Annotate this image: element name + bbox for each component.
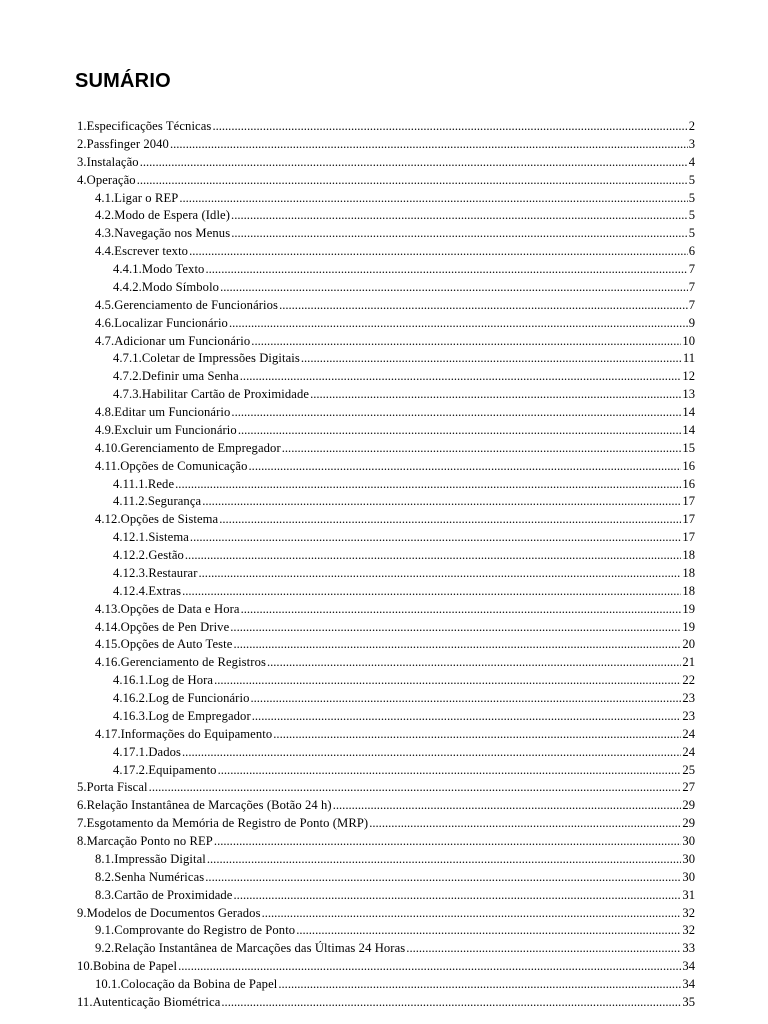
- toc-entry[interactable]: [77, 887, 695, 905]
- toc-entry[interactable]: [77, 797, 695, 815]
- toc-entry[interactable]: [77, 136, 695, 154]
- toc-entry-label: 4.11.Opções de Comunicação: [95, 458, 248, 473]
- toc-entry-label: 4.1.Ligar o REP: [95, 190, 179, 205]
- toc-entry-page-number: 35: [682, 994, 695, 1009]
- toc-entry-label: 4.7.2.Definir uma Senha: [113, 369, 239, 384]
- toc-entry-page-number: 18: [682, 583, 695, 598]
- toc-entry-page-number: 3: [688, 136, 695, 151]
- toc-dot-leader: [406, 940, 681, 958]
- toc-entry-page-number: 15: [682, 440, 695, 455]
- toc-entry[interactable]: [77, 815, 695, 833]
- toc-dot-leader: [205, 869, 681, 887]
- toc-entry[interactable]: [77, 422, 695, 440]
- toc-entry-page-number: 5: [688, 226, 695, 241]
- toc-dot-leader: [296, 922, 681, 940]
- toc-dot-leader: [273, 726, 681, 744]
- toc-entry-label: 4.5.Gerenciamento de Funcionários: [95, 297, 279, 312]
- toc-entry[interactable]: [77, 333, 695, 351]
- toc-entry-label: 10.1.Colocação da Bobina de Papel: [95, 977, 278, 991]
- toc-entry-label: 4.16.3.Log de Empregador: [113, 708, 251, 723]
- toc-entry-label: 4.8.Editar um Funcionário: [95, 405, 231, 419]
- toc-dot-leader: [250, 690, 681, 708]
- toc-entry-page-number: 5: [688, 172, 695, 187]
- toc-entry-label: 4.3.Navegação nos Menus: [95, 226, 231, 241]
- toc-entry[interactable]: [77, 922, 695, 940]
- toc-dot-leader: [182, 583, 681, 601]
- toc-entry[interactable]: [77, 511, 695, 529]
- toc-entry[interactable]: [77, 493, 695, 511]
- toc-dot-leader: [175, 476, 681, 494]
- toc-entry-page-number: 32: [682, 905, 695, 920]
- toc-entry[interactable]: [77, 154, 695, 172]
- toc-entry[interactable]: [77, 440, 695, 458]
- toc-entry-label: 4.17.Informações do Equipamento: [95, 726, 273, 741]
- toc-entry-page-number: 4: [688, 154, 695, 169]
- toc-dot-leader: [231, 207, 688, 225]
- toc-entry-label: 4.12.3.Restaurar: [113, 565, 198, 580]
- toc-dot-leader: [262, 905, 682, 923]
- toc-entry-page-number: 23: [682, 691, 695, 705]
- toc-dot-leader: [310, 386, 681, 404]
- toc-dot-leader: [219, 511, 681, 529]
- toc-entry-label: 9.1.Comprovante do Registro de Ponto: [95, 923, 296, 938]
- toc-dot-leader: [238, 422, 682, 440]
- toc-dot-leader: [202, 493, 681, 511]
- toc-entry-label: 4.15.Opções de Auto Teste: [95, 637, 233, 652]
- toc-entry[interactable]: [77, 172, 695, 190]
- toc-entry[interactable]: [77, 636, 695, 654]
- toc-dot-leader: [214, 672, 681, 690]
- toc-dot-leader: [182, 744, 681, 762]
- toc-entry[interactable]: [77, 654, 695, 672]
- toc-entry-label: 4.12.Opções de Sistema: [95, 512, 219, 527]
- toc-entry[interactable]: [77, 940, 695, 958]
- toc-dot-leader: [369, 815, 681, 833]
- toc-dot-leader: [207, 851, 682, 869]
- toc-entry-label: 7.Esgotamento da Memória de Registro de Ponto (MRP): [77, 816, 369, 831]
- table-of-contents: [77, 118, 695, 1012]
- toc-entry-label: 4.7.Adicionar um Funcionário: [95, 333, 251, 348]
- toc-entry-label: 4.10.Gerenciamento de Empregador: [95, 440, 281, 455]
- toc-dot-leader: [249, 458, 682, 476]
- toc-dot-leader: [214, 833, 681, 851]
- toc-entry[interactable]: [77, 529, 695, 547]
- toc-entry-page-number: 19: [682, 619, 695, 634]
- toc-entry-page-number: 6: [688, 244, 695, 259]
- toc-entry[interactable]: [77, 976, 695, 994]
- toc-dot-leader: [234, 887, 682, 905]
- toc-entry-label: 4.12.4.Extras: [113, 583, 182, 598]
- toc-entry[interactable]: [77, 190, 695, 208]
- toc-entry-page-number: 30: [682, 834, 695, 848]
- toc-entry-label: 8.2.Senha Numéricas: [95, 869, 205, 884]
- toc-entry[interactable]: [77, 547, 695, 565]
- toc-entry-label: 8.3.Cartão de Proximidade: [95, 887, 233, 902]
- toc-entry[interactable]: [77, 869, 695, 887]
- toc-entry[interactable]: [77, 261, 695, 279]
- toc-dot-leader: [221, 994, 681, 1012]
- toc-entry[interactable]: [77, 565, 695, 583]
- toc-dot-leader: [279, 297, 688, 315]
- toc-entry-page-number: 7: [688, 279, 695, 294]
- toc-entry-label: 4.12.1.Sistema: [113, 530, 189, 545]
- toc-entry-page-number: 17: [682, 494, 695, 509]
- toc-entry-page-number: 19: [682, 601, 695, 616]
- toc-entry-page-number: 10: [682, 333, 695, 348]
- toc-dot-leader: [333, 797, 682, 815]
- toc-entry-label: 6.Relação Instantânea de Marcações (Botão 24 h): [77, 798, 332, 813]
- toc-entry-label: 4.16.1.Log de Hora: [113, 673, 214, 688]
- toc-entry-page-number: 16: [682, 476, 695, 491]
- toc-entry-page-number: 7: [688, 262, 695, 276]
- toc-entry-page-number: 13: [682, 387, 695, 402]
- toc-entry-page-number: 23: [682, 708, 695, 723]
- toc-entry[interactable]: [77, 476, 695, 494]
- toc-entry-label: 11.Autenticação Biométrica: [77, 994, 221, 1009]
- toc-dot-leader: [149, 779, 682, 797]
- toc-entry-page-number: 34: [682, 959, 695, 974]
- toc-entry-label: 4.11.1.Rede: [113, 476, 175, 491]
- toc-dot-leader: [301, 350, 682, 368]
- toc-entry-label: 4.16.Gerenciamento de Registros: [95, 655, 266, 670]
- toc-entry-page-number: 30: [682, 869, 695, 884]
- toc-dot-leader: [230, 619, 681, 637]
- toc-entry-label: 9.Modelos de Documentos Gerados: [77, 905, 261, 920]
- toc-entry[interactable]: [77, 851, 695, 869]
- toc-dot-leader: [189, 243, 688, 261]
- toc-entry-page-number: 2: [688, 119, 695, 133]
- toc-entry[interactable]: [77, 350, 695, 368]
- toc-dot-leader: [185, 547, 682, 565]
- toc-entry-page-number: 17: [682, 530, 695, 545]
- toc-entry[interactable]: [77, 779, 695, 797]
- toc-dot-leader: [220, 279, 688, 297]
- toc-entry-label: 8.1.Impressão Digital: [95, 851, 206, 866]
- toc-entry-label: 4.17.1.Dados: [113, 744, 182, 759]
- toc-entry-page-number: 7: [688, 297, 695, 312]
- toc-entry-page-number: 22: [682, 673, 695, 688]
- toc-entry-label: 4.7.3.Habilitar Cartão de Proximidade: [113, 387, 310, 402]
- toc-entry-page-number: 11: [682, 351, 695, 366]
- toc-entry-label: 10.Bobina de Papel: [77, 959, 178, 974]
- toc-dot-leader: [231, 404, 681, 422]
- toc-entry[interactable]: [77, 386, 695, 404]
- toc-entry[interactable]: [77, 458, 695, 476]
- toc-dot-leader: [178, 958, 681, 976]
- toc-entry[interactable]: [77, 708, 695, 726]
- toc-entry[interactable]: [77, 744, 695, 762]
- toc-dot-leader: [231, 225, 688, 243]
- toc-dot-leader: [229, 315, 688, 333]
- toc-entry-label: 4.2.Modo de Espera (Idle): [95, 208, 231, 223]
- toc-entry[interactable]: [77, 404, 695, 422]
- toc-entry-label: 3.Instalação: [77, 154, 139, 169]
- toc-dot-leader: [241, 601, 682, 619]
- toc-entry[interactable]: [77, 315, 695, 333]
- toc-entry-page-number: 20: [682, 637, 695, 652]
- toc-dot-leader: [267, 654, 681, 672]
- toc-entry[interactable]: [77, 690, 695, 708]
- toc-entry-page-number: 33: [682, 941, 695, 956]
- toc-entry-page-number: 27: [682, 780, 695, 795]
- toc-entry-page-number: 29: [682, 816, 695, 831]
- toc-entry[interactable]: [77, 833, 695, 851]
- toc-entry-page-number: 31: [682, 887, 695, 902]
- toc-dot-leader: [282, 440, 682, 458]
- toc-entry[interactable]: [77, 225, 695, 243]
- toc-dot-leader: [251, 333, 681, 351]
- toc-entry-page-number: 30: [682, 851, 695, 866]
- toc-entry[interactable]: [77, 726, 695, 744]
- toc-dot-leader: [170, 136, 688, 154]
- toc-entry[interactable]: [77, 994, 695, 1012]
- toc-entry[interactable]: [77, 297, 695, 315]
- toc-entry[interactable]: [77, 762, 695, 780]
- toc-entry-label: 2.Passfinger 2040: [77, 136, 169, 151]
- toc-heading: SUMÁRIO: [75, 70, 171, 92]
- toc-entry-label: 4.4.Escrever texto: [95, 244, 189, 259]
- toc-entry-page-number: 16: [682, 458, 695, 473]
- toc-entry-label: 8.Marcação Ponto no REP: [77, 834, 213, 848]
- toc-entry-page-number: 5: [688, 208, 695, 223]
- toc-entry-label: 4.9.Excluir um Funcionário: [95, 422, 237, 437]
- toc-dot-leader: [179, 190, 687, 208]
- toc-dot-leader: [240, 368, 682, 386]
- toc-dot-leader: [233, 636, 681, 654]
- toc-entry-label: 1.Especificações Técnicas: [77, 119, 212, 133]
- toc-entry-page-number: 18: [682, 548, 695, 562]
- toc-entry-page-number: 12: [682, 369, 695, 384]
- toc-entry-label: 4.12.2.Gestão: [113, 548, 184, 562]
- toc-entry-label: 4.13.Opções de Data e Hora: [95, 601, 240, 616]
- toc-entry-page-number: 34: [682, 977, 695, 991]
- toc-entry[interactable]: [77, 207, 695, 225]
- toc-dot-leader: [137, 172, 688, 190]
- toc-entry-page-number: 25: [682, 762, 695, 777]
- toc-entry[interactable]: [77, 583, 695, 601]
- toc-dot-leader: [278, 976, 681, 994]
- toc-dot-leader: [218, 762, 682, 780]
- toc-entry[interactable]: [77, 601, 695, 619]
- toc-entry[interactable]: [77, 619, 695, 637]
- toc-dot-leader: [205, 261, 687, 279]
- toc-entry-label: 5.Porta Fiscal: [77, 780, 148, 795]
- toc-entry[interactable]: [77, 958, 695, 976]
- toc-dot-leader: [140, 154, 688, 172]
- toc-entry-page-number: 14: [682, 405, 695, 419]
- toc-entry-label: 4.7.1.Coletar de Impressões Digitais: [113, 351, 300, 366]
- toc-entry-label: 4.16.2.Log de Funcionário: [113, 691, 250, 705]
- toc-entry-label: 4.4.2.Modo Símbolo: [113, 279, 220, 294]
- toc-entry[interactable]: [77, 118, 695, 136]
- toc-entry[interactable]: [77, 368, 695, 386]
- toc-entry-page-number: 18: [682, 565, 695, 580]
- toc-entry[interactable]: [77, 672, 695, 690]
- toc-entry-page-number: 24: [682, 744, 695, 759]
- toc-entry-page-number: 17: [682, 512, 695, 527]
- toc-entry-label: 4.4.1.Modo Texto: [113, 262, 205, 276]
- toc-entry-label: 4.17.2.Equipamento: [113, 762, 217, 777]
- toc-entry-label: 4.11.2.Segurança: [113, 494, 202, 509]
- toc-entry-label: 4.Operação: [77, 172, 136, 187]
- toc-dot-leader: [212, 118, 687, 136]
- toc-dot-leader: [199, 565, 682, 583]
- toc-entry-page-number: 29: [682, 798, 695, 813]
- toc-entry-label: 9.2.Relação Instantânea de Marcações das Últimas 24 Horas: [95, 941, 406, 956]
- toc-entry-page-number: 21: [682, 655, 695, 670]
- toc-entry[interactable]: [77, 279, 695, 297]
- toc-entry-page-number: 14: [682, 422, 695, 437]
- toc-dot-leader: [190, 529, 681, 547]
- toc-entry-label: 4.6.Localizar Funcionário: [95, 315, 228, 330]
- toc-entry-page-number: 24: [682, 726, 695, 741]
- toc-entry-label: 4.14.Opções de Pen Drive: [95, 619, 230, 634]
- toc-entry-page-number: 5: [688, 190, 695, 205]
- toc-entry-page-number: 32: [682, 923, 695, 938]
- toc-entry[interactable]: [77, 905, 695, 923]
- toc-dot-leader: [252, 708, 682, 726]
- toc-entry[interactable]: [77, 243, 695, 261]
- toc-entry-page-number: 9: [688, 315, 695, 330]
